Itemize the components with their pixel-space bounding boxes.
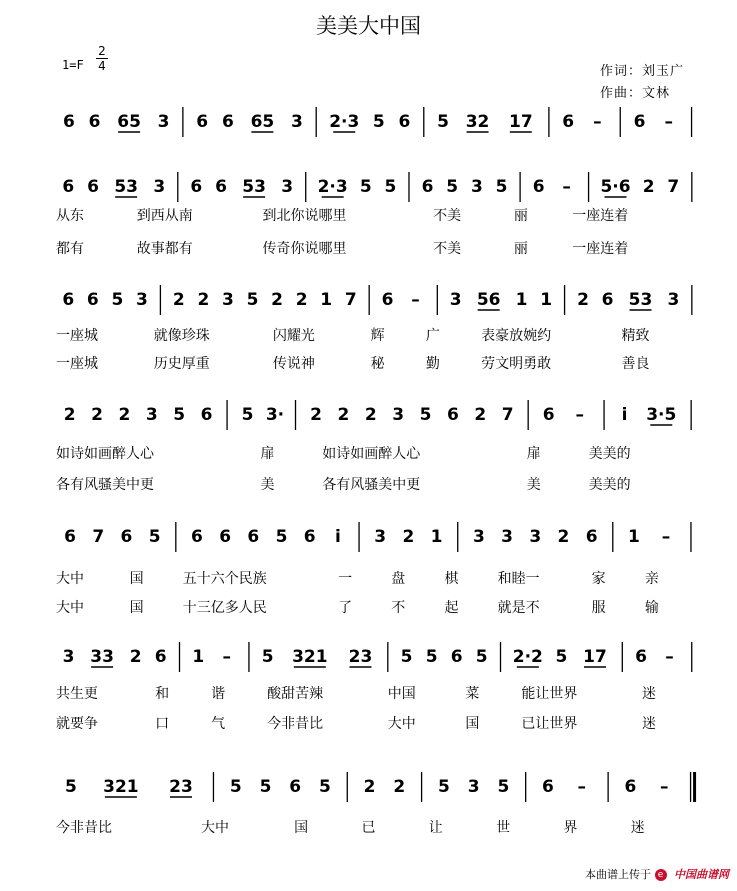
dash-extension: –: [661, 527, 671, 547]
note-group: 6: [303, 527, 316, 547]
lyric-word: 国: [465, 716, 480, 732]
note-group: 6: [154, 647, 167, 667]
lyric-word: 美美的: [588, 446, 631, 462]
note-group: 7: [501, 405, 514, 425]
note-group: 5: [495, 177, 508, 197]
note-group: 3: [281, 177, 294, 197]
lyric-word: 世: [496, 820, 511, 836]
lyric-word: 扉: [260, 446, 275, 462]
dash-extension: –: [664, 112, 674, 132]
note-group: 6: [398, 112, 411, 132]
lyric-word: 共生更: [56, 686, 98, 702]
note-group: 6: [200, 405, 213, 425]
note-group: 321: [103, 777, 139, 797]
note-group: 2: [91, 405, 103, 425]
note-group: 7: [344, 290, 357, 310]
note-group: 6: [247, 527, 260, 547]
note-group: 53: [628, 290, 653, 310]
lyric-word: 不: [391, 600, 406, 616]
note-group: 5: [229, 777, 242, 797]
note-group: 5·6: [600, 177, 631, 197]
note-group: 2·3: [317, 177, 348, 197]
note-group: 2: [363, 777, 376, 797]
lyric-word: 到北你说哪里: [262, 208, 347, 224]
note-group: 6: [190, 177, 203, 197]
lyric-word: 到西从南: [136, 208, 193, 224]
note-group: 2: [577, 290, 589, 310]
lyric-word: 如诗如画醉人心: [322, 446, 421, 462]
note-group: 53: [114, 177, 138, 197]
note-group: 6: [289, 777, 302, 797]
note-group: 6: [191, 527, 203, 547]
note-group: 5: [446, 177, 459, 197]
notation-line: [0, 398, 737, 436]
note-group: 321: [292, 647, 328, 667]
lyric-word: 大中: [56, 571, 84, 587]
note-group: 3: [467, 777, 480, 797]
note-group: 23: [169, 777, 193, 797]
lyric-word: 迷: [641, 716, 656, 732]
lyric-word: 美: [526, 477, 541, 493]
lyric-word: 善良: [621, 356, 650, 372]
notation-line: [0, 640, 737, 678]
lyric-word: 中国: [387, 686, 416, 702]
note-group: 6: [635, 647, 648, 667]
note-group: 3: [667, 290, 680, 310]
lyric-word: 劳文明勇敢: [481, 356, 552, 372]
note-group: 3: [136, 290, 148, 310]
note-group: 3: [392, 405, 405, 425]
note-group: 2: [172, 290, 185, 310]
note-group: 5: [359, 177, 372, 197]
note-group: 65: [250, 112, 275, 132]
lyric-word: 了: [338, 600, 353, 616]
lyric-word: 迷: [641, 686, 656, 702]
note-group: 6: [64, 527, 77, 547]
note-group: 2: [310, 405, 322, 425]
time-signature-numerator: 2: [98, 44, 106, 58]
note-group: 3: [157, 112, 170, 132]
composer-credit: 作曲：文林: [600, 86, 671, 101]
lyric-word: 已: [361, 820, 376, 836]
note-group: 6: [62, 112, 75, 132]
lyric-line-2: [0, 474, 737, 492]
note-group: 17: [509, 112, 533, 132]
lyric-word: 十三亿多人民: [182, 600, 267, 616]
note-group: 2: [63, 405, 76, 425]
lyric-word: 如诗如画醉人心: [56, 446, 154, 462]
lyric-line-2: [0, 238, 737, 256]
note-group: 6: [542, 405, 555, 425]
note-group: 6: [86, 290, 99, 310]
note-group: 6: [601, 290, 614, 310]
notation-line: [0, 520, 737, 558]
note-group: 5: [372, 112, 385, 132]
lyric-word: 今非昔比: [267, 716, 324, 732]
dash-extension: –: [222, 647, 231, 667]
note-group: 6: [62, 290, 75, 310]
note-group: 6: [87, 177, 99, 197]
note-group: 2: [393, 777, 406, 797]
lyric-word: 丽: [513, 208, 528, 224]
note-group: 5: [400, 647, 413, 667]
note-group: 5: [246, 290, 259, 310]
lyric-word: 今非昔比: [56, 820, 112, 836]
note-group: 17: [583, 647, 607, 667]
lyric-word: 精致: [621, 328, 650, 344]
note-group: 56: [476, 290, 501, 310]
lyric-word: 和: [155, 686, 170, 702]
lyric-word: 大中: [200, 820, 229, 836]
lyric-word: 家: [591, 571, 606, 587]
lyric-word: 广: [425, 328, 440, 344]
dash-extension: –: [577, 777, 587, 797]
note-group: 6: [624, 777, 637, 797]
lyric-word: 酸甜苦辣: [267, 686, 324, 702]
note-group: 3: [145, 405, 158, 425]
lyric-word: 能让世界: [521, 686, 578, 702]
lyric-word: 起: [444, 600, 459, 616]
lyric-word: 棋: [444, 571, 459, 587]
notation-line: [0, 283, 737, 321]
note-group: 2: [474, 405, 487, 425]
note-group: 2: [402, 527, 415, 547]
note-group: 2: [364, 405, 377, 425]
lyric-word: 丽: [513, 241, 528, 257]
lyric-word: 一座连着: [572, 241, 629, 257]
note-group: 2·3: [329, 112, 360, 132]
lyric-word: 服: [591, 600, 606, 616]
note-group: 5: [555, 647, 568, 667]
note-group: 2: [295, 290, 308, 310]
lyric-word: 盘: [391, 571, 406, 587]
note-group: 23: [348, 647, 373, 667]
lyric-word: 就要争: [56, 716, 98, 732]
lyric-word: 传说神: [272, 356, 315, 372]
note-group: 3: [449, 290, 462, 310]
note-group: 6: [532, 177, 545, 197]
note-group: 5: [148, 527, 161, 547]
note-group: 65: [117, 112, 141, 132]
note-group: 3·5: [646, 405, 677, 425]
note-group: 1: [430, 527, 443, 547]
dash-extension: –: [575, 405, 585, 425]
dash-extension: –: [562, 177, 571, 197]
lyric-word: 一座连着: [572, 208, 629, 224]
lyric-word: 国: [294, 820, 309, 836]
note-group: 3: [222, 290, 234, 310]
note-group: 3: [290, 112, 303, 132]
lyric-word: 迷: [630, 820, 645, 836]
note-group: 6: [542, 777, 554, 797]
lyric-word: 历史厚重: [153, 356, 210, 372]
note-group: 5: [384, 177, 397, 197]
lyric-word: 各有风骚美中更: [322, 477, 421, 493]
lyric-line-1: [0, 817, 737, 835]
note-group: 1: [320, 290, 333, 310]
lyric-word: 闪耀光: [272, 328, 315, 344]
note-group: 3: [501, 527, 513, 547]
note-group: 2·2: [512, 647, 543, 667]
note-group: 7: [667, 177, 680, 197]
lyric-word: 让: [428, 820, 443, 836]
note-group: 2: [557, 527, 570, 547]
note-group: i: [335, 527, 341, 547]
key-signature: 1=F: [62, 58, 84, 72]
note-group: 6: [88, 112, 101, 132]
note-group: 7: [92, 527, 105, 547]
note-group: 5: [319, 777, 331, 797]
note-group: 33: [90, 647, 114, 667]
lyric-word: 气: [211, 716, 226, 732]
lyric-word: 国: [129, 571, 144, 587]
page-title: 美美大中国: [316, 14, 421, 38]
lyric-word: 和睦一: [497, 571, 540, 587]
upload-footer: [585, 866, 729, 882]
lyric-word: 谐: [211, 686, 226, 702]
lyric-word: 传奇你说哪里: [262, 241, 347, 257]
note-group: 2: [337, 405, 350, 425]
lyric-line-1: [0, 683, 737, 701]
note-group: 5: [437, 777, 450, 797]
note-group: 6: [221, 112, 234, 132]
lyric-word: 不美: [433, 241, 462, 257]
note-group: 32: [465, 112, 490, 132]
note-group: 6: [421, 177, 434, 197]
lyric-line-1: [0, 325, 737, 343]
lyric-word: 五十六个民族: [182, 571, 267, 587]
lyric-word: 界: [563, 820, 578, 836]
lyric-word: 亲: [644, 571, 659, 587]
note-group: 2: [129, 647, 142, 667]
note-group: 6: [120, 527, 133, 547]
lyric-word: 一座城: [56, 328, 98, 344]
note-group: 1: [540, 290, 553, 310]
dash-extension: –: [593, 112, 602, 132]
lyric-line-1: [0, 205, 737, 223]
note-group: 5: [437, 112, 449, 132]
lyric-word: 输: [644, 600, 659, 616]
footer-text: 本曲谱上传于: [585, 868, 651, 881]
note-group: 5: [475, 647, 488, 667]
lyric-word: 大中: [56, 600, 84, 616]
lyric-line-2: [0, 353, 737, 371]
time-signature-denominator: 4: [98, 59, 106, 73]
note-group: 5: [111, 290, 124, 310]
note-group: 5: [261, 647, 274, 667]
note-group: 5: [419, 405, 432, 425]
site-logo-icon: e: [655, 869, 667, 881]
note-group: 6: [215, 177, 227, 197]
lyric-line-1: [0, 568, 737, 586]
notation-line: [0, 170, 737, 208]
lyric-word: 表豪放婉约: [481, 328, 552, 344]
lyric-word: 大中: [387, 716, 416, 732]
lyric-word: 不美: [433, 208, 462, 224]
note-group: 5: [425, 647, 438, 667]
note-group: 3: [153, 177, 166, 197]
note-group: 3: [62, 647, 75, 667]
lyric-word: 从东: [56, 208, 84, 224]
note-group: 5: [64, 777, 77, 797]
lyric-word: 已让世界: [521, 716, 578, 732]
note-group: 1: [192, 647, 205, 667]
note-group: 6: [219, 527, 232, 547]
note-group: 5: [259, 777, 272, 797]
lyric-word: 口: [155, 716, 170, 732]
lyric-word: 秘: [370, 356, 385, 372]
notation-line: [0, 105, 737, 143]
lyric-word: 都有: [56, 241, 84, 257]
note-group: 3: [374, 527, 387, 547]
lyric-word: 美: [260, 477, 275, 493]
lyric-word: 勤: [425, 356, 440, 372]
note-group: 3: [472, 527, 485, 547]
note-group: 6: [196, 112, 209, 132]
lyric-word: 故事都有: [136, 241, 193, 257]
note-group: 2: [642, 177, 655, 197]
note-group: 6: [450, 647, 463, 667]
note-group: 6: [585, 527, 598, 547]
note-group: 5: [241, 405, 254, 425]
note-group: 6: [62, 177, 75, 197]
note-group: 1: [515, 290, 528, 310]
lyric-word: 一: [338, 571, 353, 587]
note-group: 3·: [265, 405, 285, 425]
lyric-word: 扉: [526, 446, 541, 462]
lyricist-credit: 作词：刘玉广: [600, 64, 685, 79]
note-group: 6: [381, 290, 394, 310]
note-group: 5: [497, 777, 510, 797]
time-signature: [96, 44, 108, 73]
lyric-line-1: [0, 443, 737, 461]
note-group: 1: [628, 527, 640, 547]
lyric-word: 就是不: [497, 600, 540, 616]
lyric-word: 一座城: [56, 356, 98, 372]
lyric-word: 菜: [465, 686, 480, 702]
lyric-word: 辉: [370, 328, 385, 344]
lyric-word: 各有风骚美中更: [56, 477, 154, 493]
note-group: 2: [118, 405, 131, 425]
note-group: 2: [271, 290, 283, 310]
note-group: 6: [446, 405, 459, 425]
site-name: 中国曲谱网: [674, 868, 729, 881]
note-group: 5: [173, 405, 186, 425]
dash-extension: –: [659, 777, 669, 797]
note-group: 6: [633, 112, 646, 132]
note-group: 3: [470, 177, 483, 197]
dash-extension: –: [665, 647, 674, 667]
dash-extension: –: [411, 290, 420, 310]
note-group: 2: [197, 290, 210, 310]
lyric-line-2: [0, 713, 737, 731]
lyric-word: 就像珍珠: [153, 328, 210, 344]
note-group: 5: [275, 527, 288, 547]
note-group: 6: [562, 112, 575, 132]
note-group: 53: [242, 177, 266, 197]
lyric-line-2: [0, 597, 737, 615]
note-group: 3: [529, 527, 542, 547]
note-group: i: [621, 405, 628, 425]
notation-line: [0, 770, 737, 808]
lyric-word: 美美的: [588, 477, 631, 493]
lyric-word: 国: [129, 600, 144, 616]
